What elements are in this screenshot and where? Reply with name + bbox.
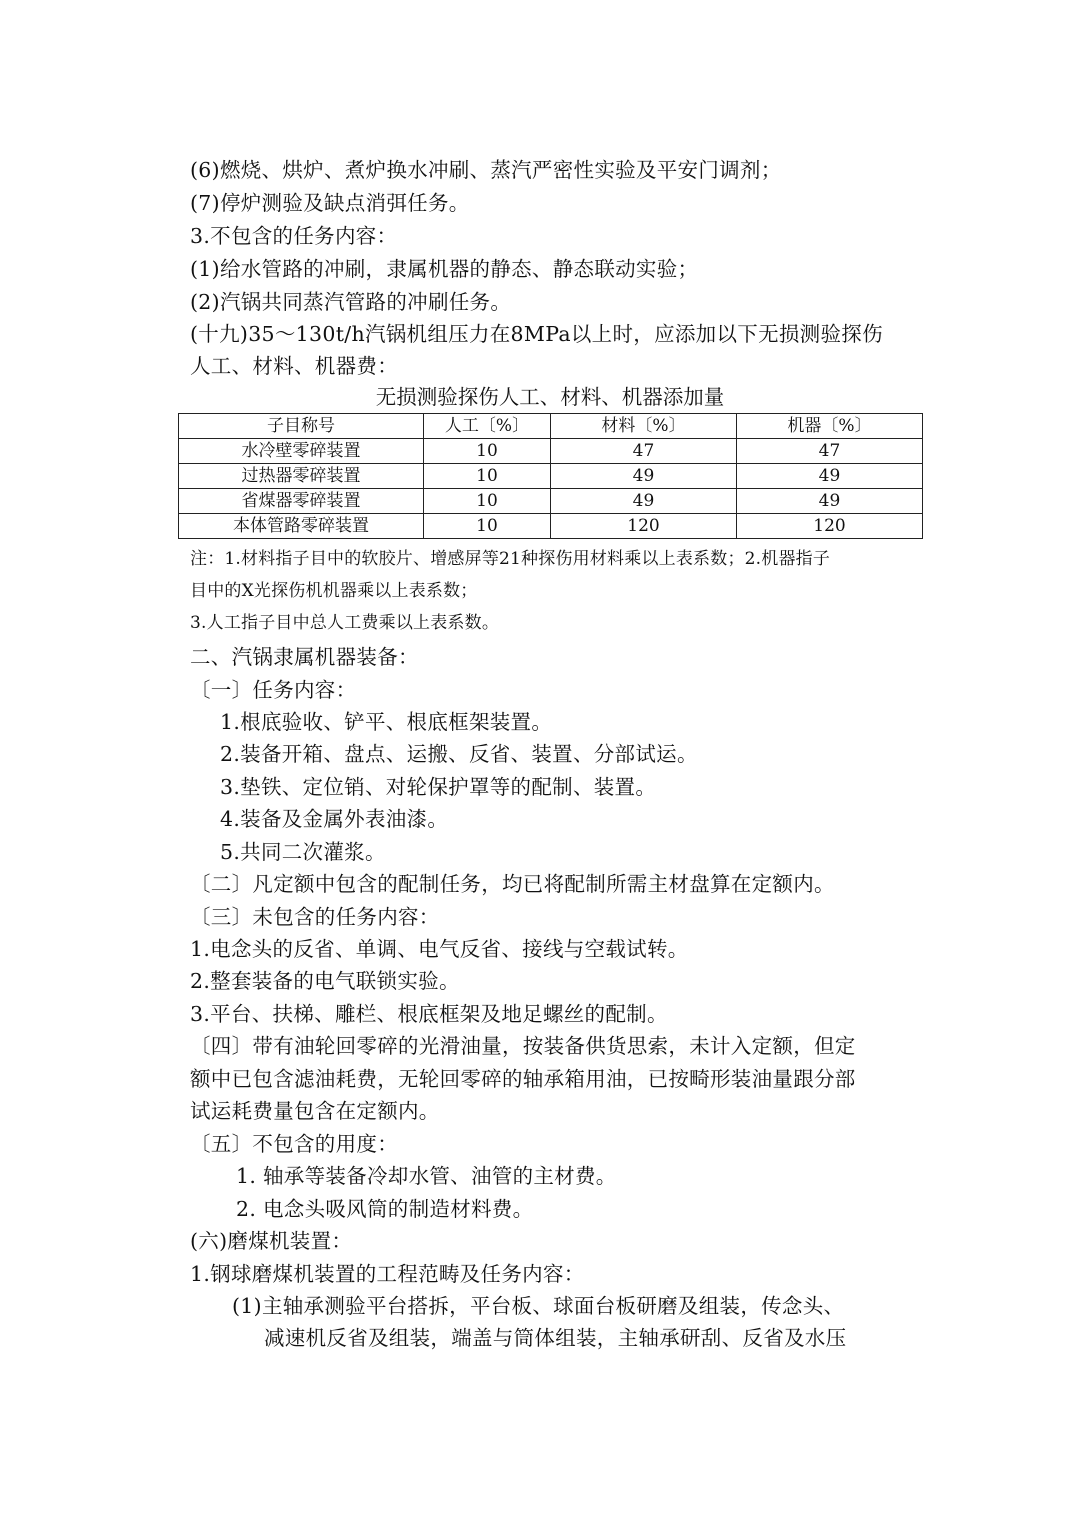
text-line: (十九)35～130t/h汽锅机组压力在8MPa以上时，应添加以下无损测验探伤 bbox=[190, 322, 883, 346]
text-line: 减速机反省及组装，端盖与筒体组装，主轴承研刮、反省及水压 bbox=[264, 1326, 847, 1350]
text-line: 1. 轴承等装备冷却水管、油管的主材费。 bbox=[236, 1164, 617, 1188]
table-cell: 省煤器零碎装置 bbox=[179, 489, 424, 514]
text-line: (2)汽锅共同蒸汽管路的冲刷任务。 bbox=[190, 290, 512, 314]
text-line: 〔四〕带有油轮回零碎的光滑油量，按装备供货思索，未计入定额，但定 bbox=[190, 1034, 856, 1058]
table-cell: 本体管路零碎装置 bbox=[179, 514, 424, 539]
text-line: 2.整套装备的电气联锁实验。 bbox=[190, 969, 460, 993]
table-title: 无损测验探伤人工、材料、机器添加量 bbox=[375, 385, 725, 409]
text-line: 2.装备开箱、盘点、运搬、反省、装置、分部试运。 bbox=[220, 742, 698, 766]
header-cell: 材料〔%〕 bbox=[551, 414, 737, 439]
table-cell: 水冷壁零碎装置 bbox=[179, 439, 424, 464]
coefficient-table bbox=[178, 413, 923, 539]
text-line: 〔二〕凡定额中包含的配制任务，均已将配制所需主材盘算在定额内。 bbox=[190, 872, 835, 896]
table-cell: 49 bbox=[737, 464, 923, 489]
table-cell: 10 bbox=[424, 439, 551, 464]
table-cell: 49 bbox=[551, 464, 737, 489]
text-line: 3.平台、扶梯、雕栏、根底框架及地足螺丝的配制。 bbox=[190, 1002, 668, 1026]
section-heading: 二、汽锅隶属机器装备： bbox=[190, 645, 419, 669]
text-line: 1.钢球磨煤机装置的工程范畴及任务内容： bbox=[190, 1262, 585, 1286]
table-row bbox=[179, 439, 923, 464]
table-cell: 47 bbox=[737, 439, 923, 464]
text-line: 1.根底验收、铲平、根底框架装置。 bbox=[220, 710, 553, 734]
text-line: 3.不包含的任务内容： bbox=[190, 224, 398, 248]
table-cell: 120 bbox=[551, 514, 737, 539]
text-line: (6)燃烧、烘炉、煮炉换水冲刷、蒸汽严密性实验及平安门调剂； bbox=[190, 158, 782, 182]
table-cell: 49 bbox=[551, 489, 737, 514]
table-header-row bbox=[179, 414, 923, 439]
table-cell: 10 bbox=[424, 489, 551, 514]
note-line: 目中的X光探伤机机器乘以上表系数； bbox=[190, 581, 478, 601]
text-line: 1.电念头的反省、单调、电气反省、接线与空载试转。 bbox=[190, 937, 689, 961]
table-cell: 47 bbox=[551, 439, 737, 464]
header-cell: 子目称号 bbox=[179, 414, 424, 439]
table-cell: 10 bbox=[424, 464, 551, 489]
text-line: (7)停炉测验及缺点消弭任务。 bbox=[190, 191, 470, 215]
text-line: 〔五〕不包含的用度： bbox=[190, 1132, 398, 1156]
text-line: 3.垫铁、定位销、对轮保护罩等的配制、装置。 bbox=[220, 775, 657, 799]
table-cell: 120 bbox=[737, 514, 923, 539]
text-line: 5.共同二次灌浆。 bbox=[220, 840, 386, 864]
text-line: 〔一〕任务内容： bbox=[190, 678, 357, 702]
table-cell: 过热器零碎装置 bbox=[179, 464, 424, 489]
header-cell: 机器〔%〕 bbox=[737, 414, 923, 439]
text-line: (1)主轴承测验平台搭拆，平台板、球面台板研磨及组装，传念头、 bbox=[232, 1294, 845, 1318]
text-line: (1)给水管路的冲刷，隶属机器的静态、静态联动实验； bbox=[190, 257, 699, 281]
header-cell: 人工〔%〕 bbox=[424, 414, 551, 439]
text-line: 4.装备及金属外表油漆。 bbox=[220, 807, 449, 831]
text-line: 额中已包含滤油耗费，无轮回零碎的轴承箱用油，已按畸形装油量跟分部 bbox=[190, 1067, 856, 1091]
note-line: 3.人工指子目中总人工费乘以上表系数。 bbox=[190, 613, 500, 633]
text-line: 试运耗费量包含在定额内。 bbox=[190, 1099, 440, 1123]
text-line: 人工、材料、机器费： bbox=[190, 354, 398, 378]
table-cell: 49 bbox=[737, 489, 923, 514]
note-line: 注：1.材料指子目中的软胶片、增感屏等21种探伤用材料乘以上表系数；2.机器指子 bbox=[190, 549, 831, 569]
text-line: 2. 电念头吸风筒的制造材料费。 bbox=[236, 1197, 534, 1221]
table-row bbox=[179, 489, 923, 514]
text-line: 〔三〕未包含的任务内容： bbox=[190, 905, 440, 929]
table-row bbox=[179, 514, 923, 539]
text-line: (六)磨煤机装置： bbox=[190, 1229, 353, 1253]
table-cell: 10 bbox=[424, 514, 551, 539]
table-row bbox=[179, 464, 923, 489]
